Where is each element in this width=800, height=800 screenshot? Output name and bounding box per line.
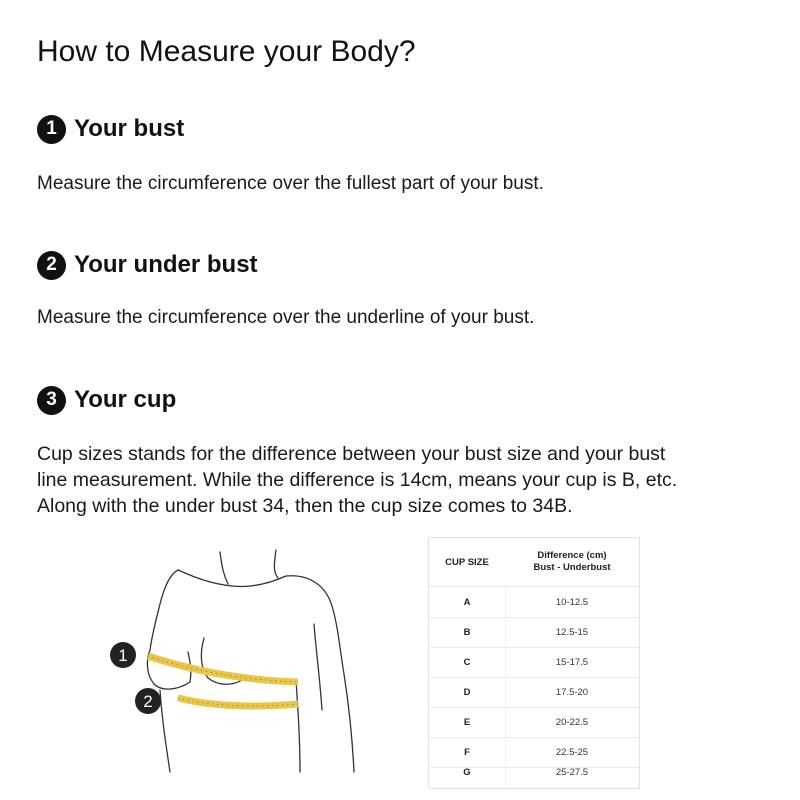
step-1-badge: 1 [37,115,66,144]
neck-line [220,552,228,584]
section-under-bust-text: Measure the circumference over the underline of your bust. [37,307,535,328]
cup-text-line-2: line measurement. While the difference is 14cm, means your cup is B, etc. [37,469,678,491]
cup-size-table [428,537,640,789]
under-bust-measuring-tape [178,698,298,706]
collar-line [178,570,286,587]
table-row [429,707,639,738]
right-torso-line [296,680,300,772]
cup-cell: A [463,596,471,608]
neck-line-right [274,550,278,578]
difference-header-line-2: Bust - Underbust [533,562,611,573]
table-row [429,587,639,618]
cup-text-line-3: Along with the under bust 34, then the cup size comes to 34B. [37,495,573,517]
section-bust-text: Measure the circumference over the fullest part of your bust. [37,173,544,194]
table-row [429,647,639,678]
cup-cell: G [463,766,471,778]
step-2-badge: 2 [37,251,66,280]
section-under-bust-heading [37,250,258,280]
marker-1-label: 1 [118,646,128,665]
section-cup-title: Your cup [74,386,177,413]
marker-1 [110,642,136,668]
cup-cell: F [464,746,470,758]
difference-cell: 17.5-20 [555,686,589,698]
table-row [429,757,639,787]
right-arm-inner [314,624,322,710]
section-under-bust-title: Your under bust [74,251,258,278]
right-arm-outline [286,576,354,772]
section-bust-heading [37,114,184,144]
table-row [429,617,639,648]
page-title: How to Measure your Body? [37,35,416,68]
difference-header-line-1: Difference (cm) [537,550,607,561]
marker-2 [135,688,161,714]
cup-cell: B [463,626,471,638]
difference-cell: 10-12.5 [555,596,589,608]
body-measurement-illustration [100,540,370,780]
column-header-difference [505,538,639,586]
table-header [429,538,639,587]
bust-measuring-tape [148,656,298,682]
marker-2-label: 2 [143,692,153,711]
cup-text-line-1: Cup sizes stands for the difference between your bust size and your bust [37,443,666,465]
left-torso-line [160,690,170,772]
left-arm-outline [150,570,178,650]
cup-cell: E [463,716,471,728]
difference-cell: 15-17.5 [555,656,589,668]
step-3-badge: 3 [37,386,66,415]
section-cup-text [37,441,787,519]
difference-cell: 12.5-15 [555,626,589,638]
difference-cell: 25-27.5 [555,766,589,778]
cup-cell: C [463,656,471,668]
section-cup-heading [37,385,176,415]
cup-cell: D [463,686,471,698]
difference-cell: 20-22.5 [555,716,589,728]
difference-cell: 22.5-25 [555,746,589,758]
column-header-cup-size: CUP SIZE [445,556,489,568]
table-row [429,677,639,708]
section-bust-title: Your bust [74,115,185,142]
